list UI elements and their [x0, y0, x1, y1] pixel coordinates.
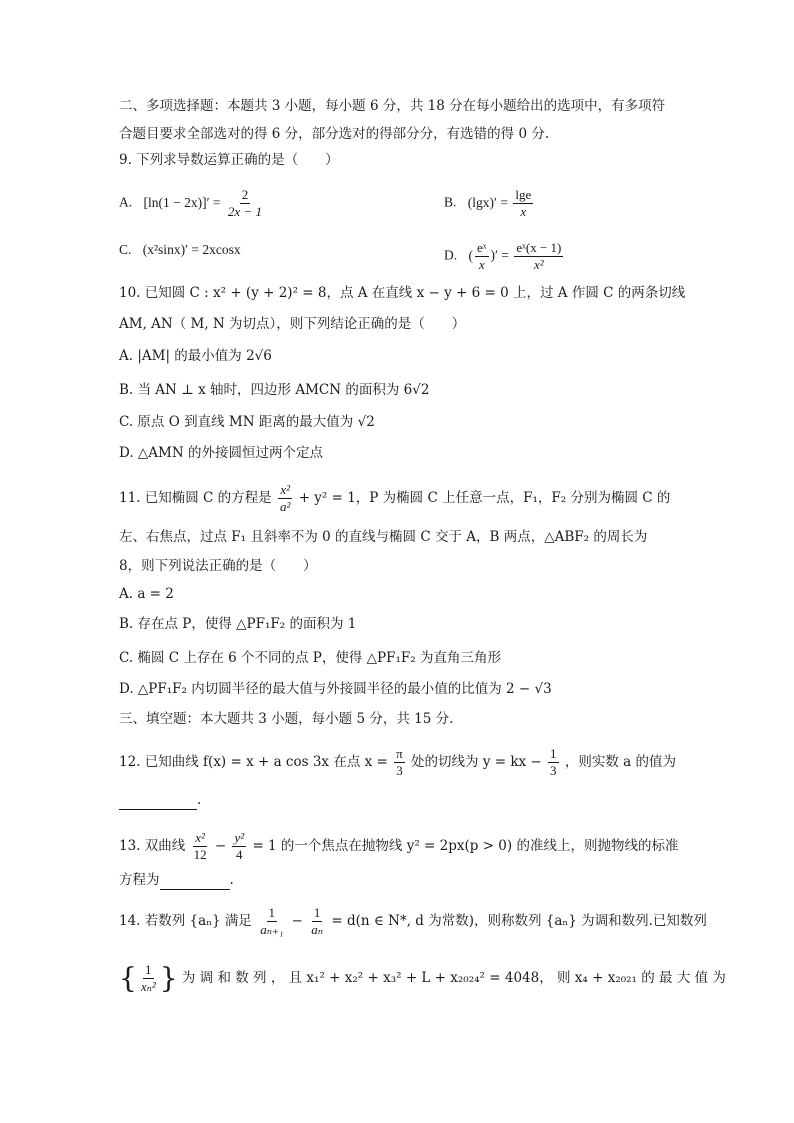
- q13-answer-blank[interactable]: [160, 871, 230, 890]
- q14-minus: −: [291, 913, 303, 929]
- q9-c-label: C.: [119, 242, 132, 257]
- q9-b-den: x: [520, 204, 527, 219]
- q10-stem-line2: AM, AN（ M, N 为切点），则下列结论正确的是（ ）: [119, 316, 466, 332]
- q9-d-lhs-fraction: [475, 240, 489, 273]
- q12-answer-blank[interactable]: [119, 791, 197, 810]
- q9-d-lhs-num: eˣ: [477, 240, 487, 255]
- q14-l2-post: 为 调 和 数 列 ， 且 x₁² + x₂² + x₃² + L + x₂₀₂₄² = 4048， 则 x₄ + x₂₀₂₁ 的 最 大 值 为: [181, 970, 726, 986]
- q12-answer-line: [119, 790, 201, 810]
- q9-c-expr: (x²sinx)′ = 2xcosx: [142, 242, 241, 257]
- q12-point-fraction: [394, 746, 405, 779]
- q14-pre: 14. 若数列 {aₙ} 满足: [119, 913, 252, 929]
- section3-header: 三、填空题：本大题共 3 小题，每小题 5 分，共 15 分.: [119, 711, 454, 727]
- q9-d-fraction: [514, 240, 563, 273]
- q14-right-brace: }: [159, 961, 178, 995]
- q11-stem-post: + y² = 1，P 为椭圆 C 上任意一点，F₁，F₂ 分别为椭圆 C 的: [298, 490, 671, 506]
- q9-a-num: 2: [241, 187, 249, 202]
- q9-option-b: [444, 187, 535, 220]
- q9-a-label: A.: [119, 194, 133, 210]
- q12-post: ，则实数 a 的值为: [564, 754, 676, 770]
- q13-fraction-1: [192, 830, 209, 863]
- q13-post: = 1 的一个焦点在抛物线 y² = 2px(p > 0) 的准线上，则抛物线的标准: [252, 838, 679, 854]
- q9-d-den: x²: [534, 257, 544, 272]
- q11-stem-line3: 8，则下列说法正确的是（ ）: [119, 558, 317, 574]
- q9-d-label: D.: [444, 247, 458, 263]
- q13-f2-num: y²: [234, 830, 245, 845]
- q14-stem-line2: [119, 962, 726, 995]
- q14-fraction-1: [258, 905, 285, 938]
- q14-seq-fraction: [139, 962, 158, 995]
- q14-stem-line1: [119, 905, 707, 938]
- q9-d-mid: )′ =: [490, 247, 509, 263]
- q10-option-a: A. |AM| 的最小值为 2√6: [119, 348, 272, 364]
- q9-b-num: lge: [515, 187, 532, 202]
- section2-header-line1: 二、多项选择题：本题共 3 小题，每小题 6 分，共 18 分在每小题给出的选项中，有多项符: [119, 98, 666, 114]
- q12-stem: [119, 746, 676, 779]
- q9-stem: 9. 下列求导数运算正确的是（ ）: [119, 152, 339, 168]
- q11-option-b: B. 存在点 P，使得 △PF₁F₂ 的面积为 1: [119, 616, 357, 632]
- q14-l2-den: xₙ²: [140, 979, 156, 994]
- q14-fraction-2: [309, 905, 325, 938]
- q13-f2-den: 4: [236, 847, 243, 862]
- q12-t-num: 1: [550, 746, 557, 761]
- q13-answer-line: [119, 870, 234, 890]
- q9-option-c: [119, 240, 241, 260]
- q11-frac-num: x²: [280, 482, 291, 497]
- q13-pre: 13. 双曲线: [119, 838, 186, 854]
- q14-f2-num: 1: [313, 905, 321, 920]
- q10-option-c: C. 原点 O 到直线 MN 距离的最大值为 √2: [119, 414, 375, 430]
- q11-option-a: A. a = 2: [119, 586, 174, 602]
- q14-left-brace: {: [119, 961, 137, 995]
- q11-fraction: [278, 482, 292, 515]
- q12-t-den: 3: [550, 763, 557, 778]
- q14-f2-den: aₙ: [311, 922, 324, 937]
- q12-mid: 处的切线为 y = kx −: [411, 754, 542, 770]
- q10-stem-line1: 10. 已知圆 C : x² + (y + 2)² = 8，点 A 在直线 x − y + 6 = 0 上，过 A 作圆 C 的两条切线: [119, 285, 686, 301]
- q11-stem-line2: 左、右焦点，过点 F₁ 且斜率不为 0 的直线与椭圆 C 交于 A，B 两点，△ABF₂ 的周长为: [119, 529, 648, 545]
- q12-tangent-fraction: [548, 746, 559, 779]
- q13-stem: [119, 830, 678, 863]
- q11-stem-pre: 11. 已知椭圆 C 的方程是: [119, 490, 272, 506]
- q9-a-lhs: [ln(1 − 2x)]′ =: [143, 194, 221, 210]
- q11-frac-den: a²: [279, 499, 291, 514]
- q13-f1-den: 12: [193, 847, 207, 862]
- q9-option-d: D. ( $\frac{\text{eˣ}}{x}$ )′ = $\frac{\text{eˣ(x − 1)}}{\text{x²}}$: [444, 240, 562, 272]
- q14-l2-num: 1: [145, 962, 152, 977]
- q13-minus: −: [214, 838, 227, 854]
- q14-f1-den: aₙ₊₁: [260, 922, 284, 937]
- q12-pt-num: π: [396, 746, 403, 761]
- q13-fraction-2: [232, 830, 246, 863]
- q9-d-num: eˣ(x − 1): [516, 240, 562, 255]
- q9-b-label: B.: [444, 194, 457, 210]
- q11-option-c: C. 椭圆 C 上存在 6 个不同的点 P，使得 △PF₁F₂ 为直角三角形: [119, 650, 501, 666]
- q9-a-den: 2x − 1: [227, 204, 262, 219]
- q14-post: = d(n ∈ N*, d 为常数)，则称数列 {aₙ} 为调和数列.已知数列: [331, 913, 707, 929]
- q13-end: .: [229, 872, 234, 888]
- section2-header-line2: 合题目要求全部选对的得 6 分，部分选对的得部分分，有选错的得 0 分.: [119, 126, 550, 142]
- q13-f1-num: x²: [195, 830, 205, 845]
- q9-option-a: [119, 187, 266, 220]
- q11-option-d: D. △PF₁F₂ 内切圆半径的最大值与外接圆半径的最小值的比值为 2 − √3: [119, 681, 552, 697]
- q13-line2: 方程为: [119, 872, 160, 888]
- q12-end: .: [197, 792, 202, 808]
- q12-pre: 12. 已知曲线 f(x) = x + a cos 3x 在点 x =: [119, 754, 388, 770]
- q9-d-lhs-den: x: [478, 257, 485, 272]
- q12-pt-den: 3: [396, 763, 403, 778]
- q14-f1-num: 1: [268, 905, 276, 920]
- q11-stem-line1: [119, 482, 670, 515]
- q9-b-lhs: (lgx)′ =: [467, 194, 508, 210]
- q9-b-fraction: [513, 187, 533, 220]
- q10-option-b: B. 当 AN ⊥ x 轴时，四边形 AMCN 的面积为 6√2: [119, 382, 430, 398]
- q10-option-d: D. △AMN 的外接圆恒过两个定点: [119, 445, 323, 461]
- q9-a-fraction: [226, 187, 264, 220]
